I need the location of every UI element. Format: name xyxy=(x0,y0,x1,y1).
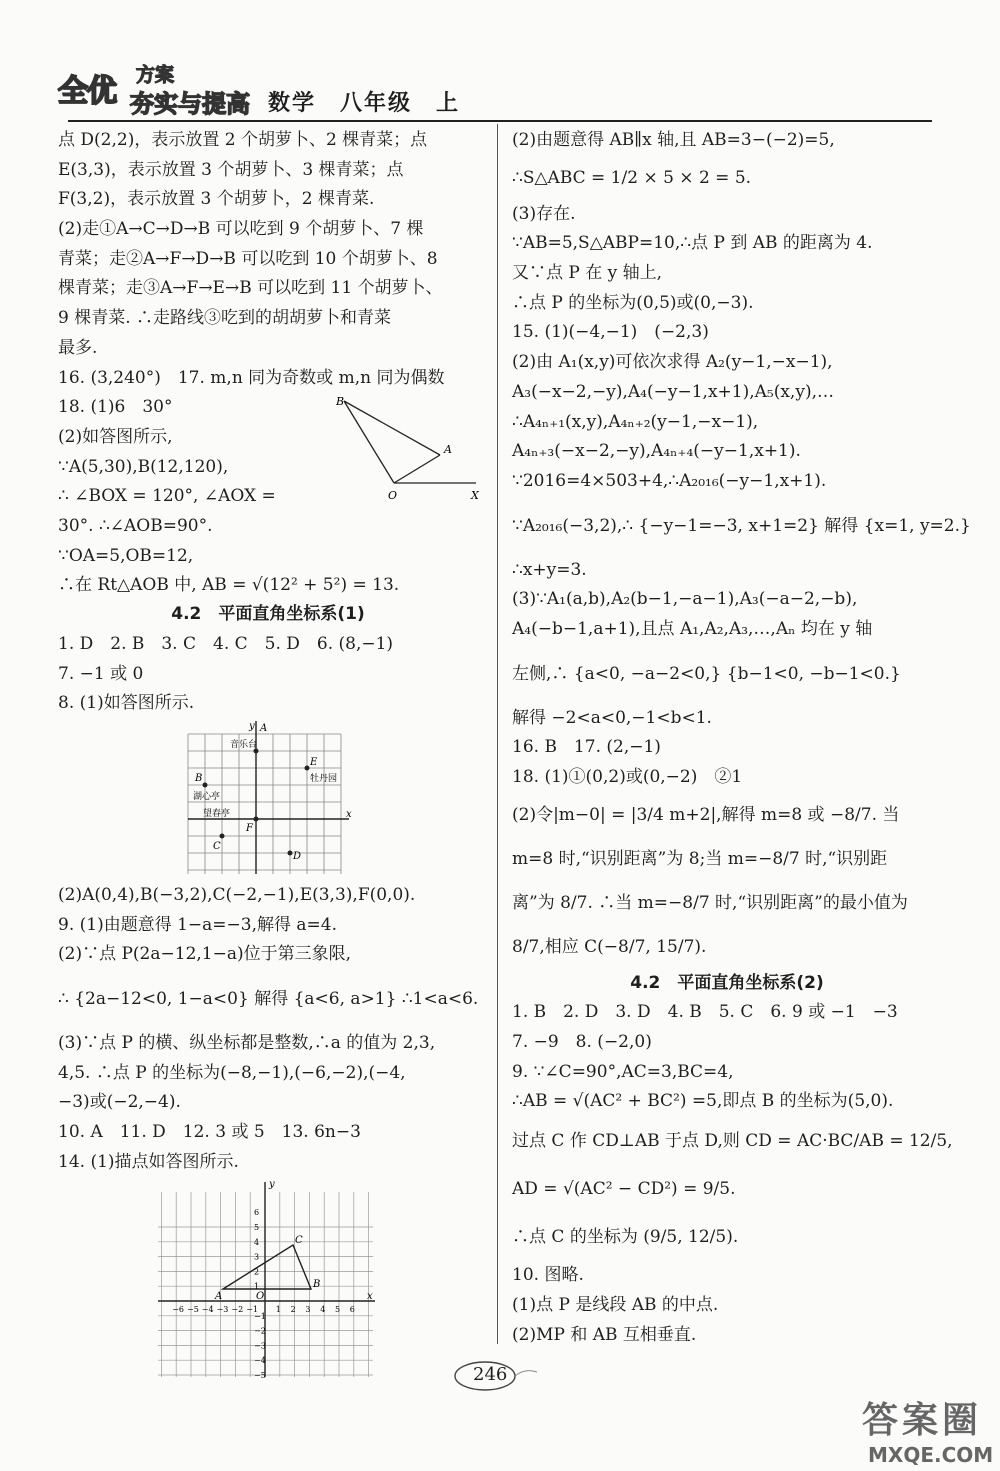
answer-line: 16. B 17. (2,−1) xyxy=(512,737,661,758)
answer-line: 18. (1)①(0,2)或(0,−2) ②1 xyxy=(512,767,743,787)
answer-line: (2)∵点 P(2a−12,1−a)位于第三象限, xyxy=(58,944,352,965)
label-A: A xyxy=(444,443,452,457)
answer-line: 9. ∵∠C=90°,AC=3,BC=4, xyxy=(512,1061,734,1082)
y-tick-label: −2 xyxy=(254,1327,266,1337)
point-A-label: A xyxy=(260,722,268,734)
x-tick-label: −6 xyxy=(172,1305,184,1315)
answer-line: (2)由 A₁(x,y)可依次求得 A₂(y−1,−x−1), xyxy=(512,352,833,373)
answer-line: 1. D 2. B 3. C 4. C 5. D 6. (8,−1) xyxy=(58,633,394,654)
point-F-label: F xyxy=(246,822,253,834)
answer-line: ∵A(5,30),B(12,120), xyxy=(58,456,229,477)
point-B-label: B xyxy=(313,1279,321,1291)
axis-x-label: x xyxy=(346,808,352,820)
y-tick-label: 2 xyxy=(254,1267,260,1277)
answer-line: m=8 时,“识别距离”为 8;当 m=−8/7 时,“识别距 xyxy=(512,848,888,869)
subject-title: 数学 八年级 上 xyxy=(268,91,461,116)
answer-line: 解得 −2<a<0,−1<b<1. xyxy=(512,707,712,728)
watermark-main: 答案圈 xyxy=(862,1400,983,1441)
x-tick-label: 4 xyxy=(320,1305,326,1315)
answer-line: (3)∵A₁(a,b),A₂(b−1,−a−1),A₃(−a−2,−b), xyxy=(512,589,858,610)
answer-line: ∴ ∠BOX = 120°, ∠AOX = xyxy=(58,486,276,507)
axis-y-label: y xyxy=(269,1179,275,1191)
answer-line: 10. 图略. xyxy=(512,1265,584,1286)
y-tick-label: 1 xyxy=(254,1282,260,1292)
x-tick-label: 2 xyxy=(290,1305,296,1315)
answer-line: ∴点 C 的坐标为 (9/5, 12/5). xyxy=(512,1227,739,1248)
answer-line: ∴ {2a−12<0, 1−a<0} 解得 {a<6, a>1} ∴1<a<6. xyxy=(58,989,479,1009)
answer-line: 最多. xyxy=(58,337,98,358)
answer-line: ∴AB = √(AC² + BC²) =5,即点 B 的坐标为(5,0). xyxy=(512,1091,894,1112)
answer-line: ∴在 Rt△AOB 中, AB = √(12² + 5²) = 13. xyxy=(58,575,400,596)
answer-line: 9. (1)由题意得 1−a=−3,解得 a=4. xyxy=(58,914,338,935)
place-peony: 牡丹园 xyxy=(310,773,338,784)
origin-label: O xyxy=(256,1291,265,1303)
y-tick-label: −5 xyxy=(254,1371,266,1381)
point-D-label: D xyxy=(293,850,302,862)
logo-sub2: 夯实与提高 xyxy=(130,90,250,118)
answer-line: 7. −1 或 0 xyxy=(58,663,144,684)
answer-line: AD = √(AC² − CD²) = 9/5. xyxy=(512,1179,736,1200)
y-tick-label: 6 xyxy=(254,1208,260,1218)
y-tick-label: −4 xyxy=(254,1356,266,1366)
watermark xyxy=(862,1392,993,1467)
answer-line: ∵AB=5,S△ABP=10,∴点 P 到 AB 的距离为 4. xyxy=(512,233,873,254)
answer-line: (2)MP 和 AB 互相垂直. xyxy=(512,1324,697,1345)
y-tick-label: 4 xyxy=(254,1238,260,1248)
map-grid-figure xyxy=(183,719,363,879)
answer-line: 8. (1)如答图所示. xyxy=(58,693,195,714)
answer-line: 9 棵青菜. ∴走路线③吃到的胡胡萝卜和青菜 xyxy=(58,308,392,329)
answer-line: (3)∵点 P 的横、纵坐标都是整数,∴a 的值为 2,3, xyxy=(58,1033,436,1053)
answer-line: 8/7,相应 C(−8/7, 15/7). xyxy=(512,936,707,957)
answer-line: A₃(−x−2,−y),A₄(−y−1,x+1),A₅(x,y),… xyxy=(512,381,834,402)
x-tick-label: 6 xyxy=(349,1305,355,1315)
series-logo xyxy=(58,58,263,116)
axis-x-label: x xyxy=(367,1291,373,1303)
answer-line: (2)走①A→C→D→B 可以吃到 9 个胡萝卜、7 棵 xyxy=(58,219,424,240)
answer-line: A₄(−b−1,a+1),且点 A₁,A₂,A₃,…,Aₙ 均在 y 轴 xyxy=(512,618,873,639)
page-number-text: 246 xyxy=(473,1364,508,1385)
answer-line: (1)点 P 是线段 AB 的中点. xyxy=(512,1294,719,1315)
x-tick-label: −1 xyxy=(246,1305,258,1315)
answer-line: 10. A 11. D 12. 3 或 5 13. 6n−3 xyxy=(58,1122,361,1143)
answer-line: ∴点 P 的坐标为(0,5)或(0,−3). xyxy=(512,292,754,313)
answer-line: −3)或(−2,−4). xyxy=(58,1092,181,1113)
answer-line: 棵青菜；走③A→F→E→B 可以吃到 11 个胡萝卜、 xyxy=(58,278,443,299)
x-tick-label: 1 xyxy=(275,1305,281,1315)
answer-line: (2)A(0,4),B(−3,2),C(−2,−1),E(3,3),F(0,0). xyxy=(58,884,416,905)
answer-line: 7. −9 8. (−2,0) xyxy=(512,1032,652,1053)
x-tick-label: −3 xyxy=(216,1305,229,1315)
section-heading: 4.2 平面直角坐标系(2) xyxy=(630,972,824,993)
answer-line: A₄ₙ₊₃(−x−2,−y),A₄ₙ₊₄(−y−1,x+1). xyxy=(512,441,801,462)
answer-line: 14. (1)描点如答图所示. xyxy=(58,1151,239,1172)
q18-block xyxy=(58,393,478,600)
x-tick-label: −4 xyxy=(201,1305,214,1315)
answer-line: 16. (3,240°) 17. m,n 同为奇数或 m,n 同为偶数 xyxy=(58,367,445,388)
page-number xyxy=(445,1356,545,1396)
logo-main: 全优 xyxy=(58,74,116,109)
answer-line: 点 D(2,2)，表示放置 2 个胡萝卜、2 棵青菜；点 xyxy=(58,130,428,150)
answer-line: 青菜；走②A→F→D→B 可以吃到 10 个胡萝卜、8 xyxy=(58,248,438,269)
answer-line: 1. B 2. D 3. D 4. B 5. C 6. 9 或 −1 −3 xyxy=(512,1002,898,1023)
answer-line: 过点 C 作 CD⊥AB 于点 D,则 CD = AC·BC/AB = 12/5, xyxy=(512,1131,953,1152)
answer-line: ∵2016=4×503+4,∴A₂₀₁₆(−y−1,x+1). xyxy=(512,470,827,491)
answer-line: ∴S△ABC = 1/2 × 5 × 2 = 5. xyxy=(512,167,752,188)
page-header xyxy=(58,58,478,118)
y-tick-label: 5 xyxy=(254,1223,260,1233)
map-figure-block xyxy=(58,719,478,881)
point-B-label: B xyxy=(195,772,203,784)
point-E-label: E xyxy=(310,756,318,768)
label-B: B xyxy=(336,395,345,409)
answer-line: ∵A₂₀₁₆(−3,2),∴ {−y−1=−3, x+1=2} 解得 {x=1, y=2.} xyxy=(512,515,971,536)
answer-line: 30°. ∴∠AOB=90°. xyxy=(58,515,213,536)
answer-line: E(3,3)，表示放置 3 个胡萝卜、3 棵青菜；点 xyxy=(58,159,404,180)
answer-line: 18. (1)6 30° xyxy=(58,397,173,418)
answer-line: (2)如答图所示, xyxy=(58,426,173,447)
y-tick-label: −3 xyxy=(254,1341,266,1351)
answer-line: (2)由题意得 AB∥x 轴,且 AB=3−(−2)=5, xyxy=(512,130,835,150)
place-lake: 湖心亭 xyxy=(193,791,221,802)
place-concert: 音乐台 xyxy=(230,739,258,750)
x-tick-label: −5 xyxy=(187,1305,199,1315)
answer-line: ∴A₄ₙ₊₁(x,y),A₄ₙ₊₂(y−1,−x−1), xyxy=(512,411,759,432)
place-gate: 望春亭 xyxy=(203,808,231,819)
label-O: O xyxy=(388,489,398,503)
answer-line: 4,5. ∴点 P 的坐标为(−8,−1),(−6,−2),(−4, xyxy=(58,1062,406,1083)
left-column xyxy=(58,126,478,1382)
x-tick-label: 3 xyxy=(305,1305,311,1315)
answer-line: (3)存在. xyxy=(512,203,576,224)
y-tick-label: 3 xyxy=(254,1253,260,1263)
logo-sub1: 方案 xyxy=(136,64,175,86)
grid-figure-block xyxy=(58,1177,478,1382)
answer-line: 左侧,∴ {a<0, −a−2<0,} {b−1<0, −b−1<0.} xyxy=(512,663,901,684)
point-A-label: A xyxy=(215,1291,223,1303)
point-C-label: C xyxy=(295,1235,303,1247)
label-X: X xyxy=(471,489,479,503)
answer-line: ∵OA=5,OB=12, xyxy=(58,545,194,566)
angle-figure xyxy=(336,393,486,523)
answer-line: (2)令|m−0| = |3/4 m+2|,解得 m=8 或 −8/7. 当 xyxy=(512,804,900,825)
header-rule xyxy=(68,120,932,122)
answer-line: 15. (1)(−4,−1) (−2,3) xyxy=(512,322,709,343)
answer-line: ∴x+y=3. xyxy=(512,559,587,580)
answer-line: 又∵点 P 在 y 轴上, xyxy=(512,263,663,284)
y-tick-label: −1 xyxy=(254,1312,266,1322)
x-tick-label: −2 xyxy=(231,1305,244,1315)
watermark-sub: MXQE.COM xyxy=(868,1443,994,1467)
point-C-label: C xyxy=(213,840,221,852)
axis-y-label: y xyxy=(249,720,255,732)
answer-line: F(3,2)，表示放置 3 个胡萝卜，2 棵青菜. xyxy=(58,189,375,210)
answer-line: 离”为 8/7. ∴当 m=−8/7 时,“识别距离”的最小值为 xyxy=(512,892,908,913)
x-tick-label: 5 xyxy=(335,1305,341,1315)
section-heading: 4.2 平面直角坐标系(1) xyxy=(171,604,365,625)
right-column xyxy=(512,126,971,1350)
column-divider xyxy=(497,124,498,1344)
coordinate-grid-figure xyxy=(153,1177,383,1382)
